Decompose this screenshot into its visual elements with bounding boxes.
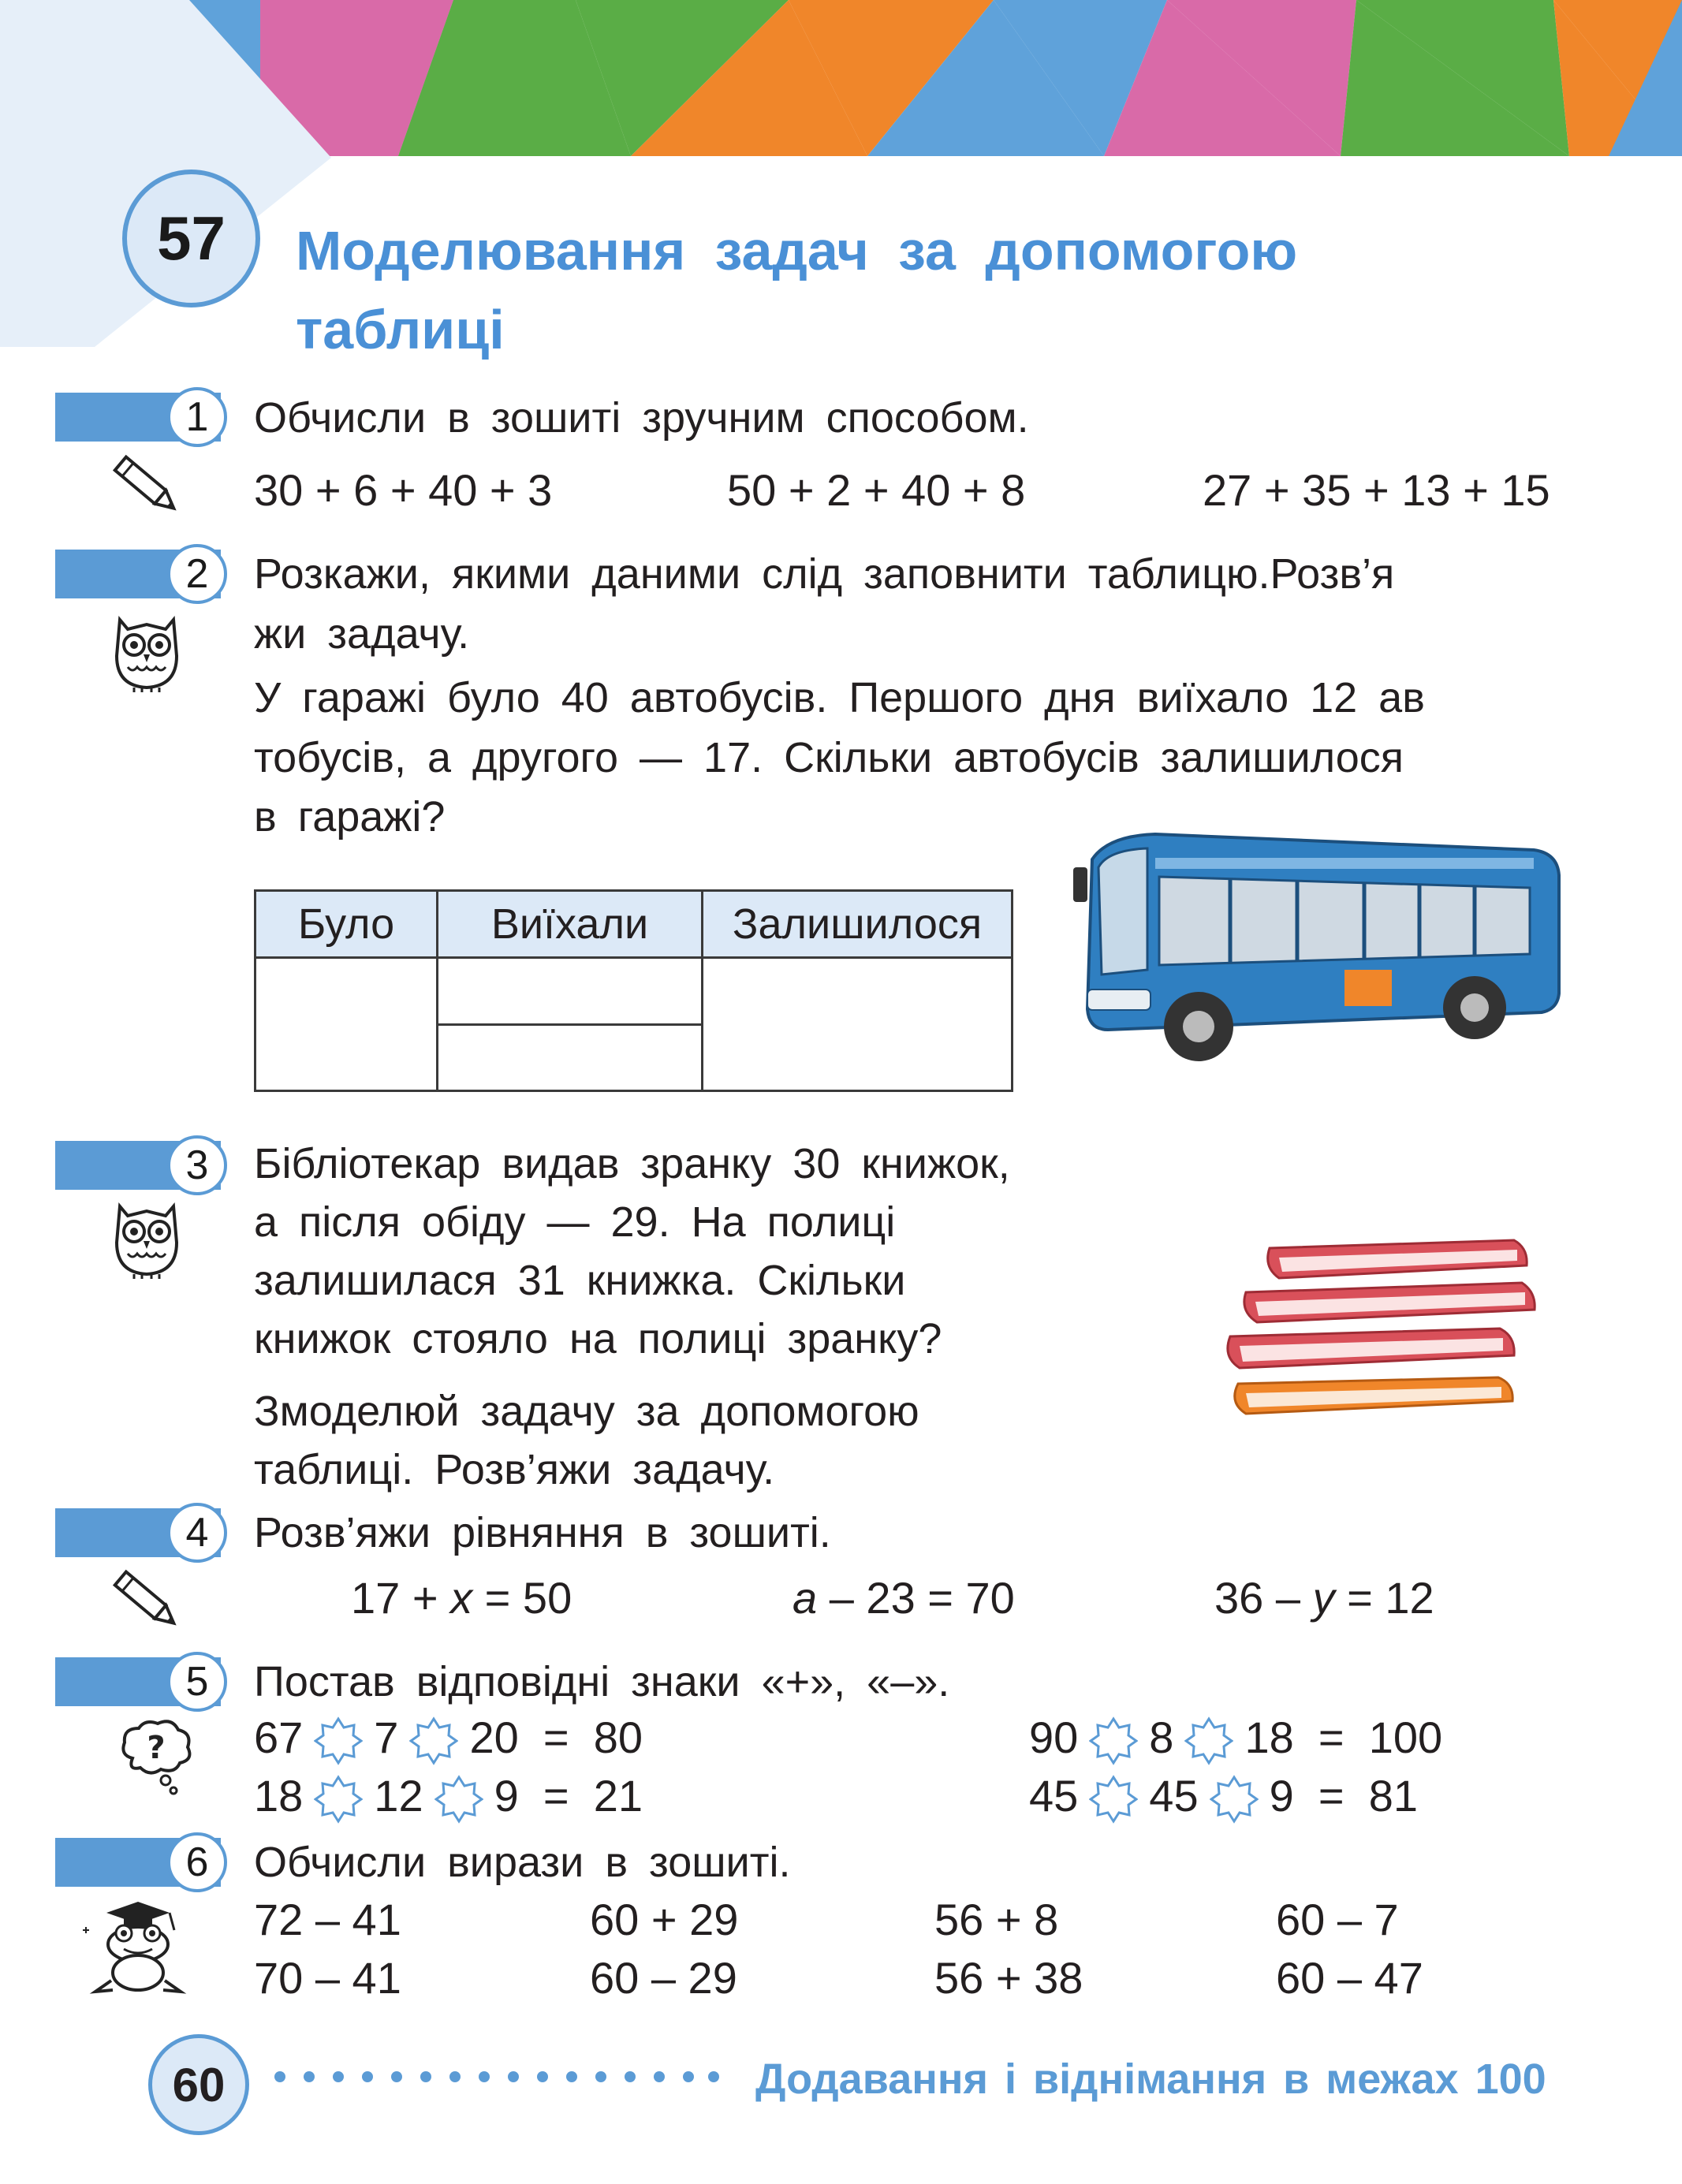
task-1-expression-2: 50 + 2 + 40 + 8 bbox=[727, 465, 1026, 515]
pencil-icon bbox=[106, 1563, 185, 1638]
row4-equals: = bbox=[1318, 1771, 1344, 1821]
task-5-number: 5 bbox=[167, 1652, 227, 1712]
table-header-zalyshylosia: Залишилося bbox=[703, 891, 1013, 958]
task-2-number: 2 bbox=[167, 544, 227, 604]
row4-result: 81 bbox=[1368, 1771, 1418, 1821]
eq2-right: – 23 = 70 bbox=[817, 1573, 1015, 1623]
row1-equals: = bbox=[543, 1713, 569, 1762]
sign-row-4 bbox=[1029, 1768, 1418, 1824]
row2-num2: 8 bbox=[1149, 1713, 1174, 1762]
bus-illustration bbox=[1061, 820, 1565, 1080]
task-6-expr-r1-c3: 56 + 8 bbox=[934, 1895, 1059, 1944]
footer-section-title: Додавання і віднімання в межах 100 bbox=[755, 2055, 1546, 2103]
owl-icon bbox=[110, 1195, 183, 1280]
bus-problem-table bbox=[254, 889, 1013, 1092]
table-header-bulo: Було bbox=[255, 891, 438, 958]
task-3-line4: книжок стояло на полиці зранку? bbox=[254, 1315, 942, 1362]
eq3-variable: y bbox=[1312, 1573, 1335, 1623]
row2-num3: 18 bbox=[1244, 1713, 1294, 1762]
table-header-viikhaly: Виїхали bbox=[438, 891, 703, 958]
task-6-number: 6 bbox=[167, 1832, 227, 1892]
task-3-model-line1: Змоделюй задачу за допомогою bbox=[254, 1388, 919, 1435]
row3-num1: 18 bbox=[254, 1771, 304, 1821]
task-1-number: 1 bbox=[167, 387, 227, 447]
eq3-right: = 12 bbox=[1334, 1573, 1434, 1623]
eq3-left: 36 – bbox=[1214, 1573, 1313, 1623]
sign-blank-star[interactable] bbox=[1184, 1716, 1233, 1765]
eq1-left: 17 + bbox=[351, 1573, 451, 1623]
row1-num1: 67 bbox=[254, 1713, 304, 1762]
sign-blank-star[interactable] bbox=[1089, 1775, 1138, 1824]
task-6-expr-r2-c2: 60 – 29 bbox=[590, 1953, 737, 2003]
task-3-number: 3 bbox=[167, 1135, 227, 1195]
sign-blank-star[interactable] bbox=[1089, 1716, 1138, 1765]
task-4-equation-3 bbox=[1214, 1571, 1434, 1626]
table-cell-bulo[interactable] bbox=[255, 958, 438, 1091]
row1-num3: 20 bbox=[469, 1713, 519, 1762]
task-6-expr-r2-c1: 70 – 41 bbox=[254, 1953, 401, 2003]
task-3-line1: Бібліотекар видав зранку 30 книжок, bbox=[254, 1140, 1010, 1187]
row3-equals: = bbox=[543, 1771, 569, 1821]
task-1-instruction: Обчисли в зошиті зручним способом. bbox=[254, 394, 1029, 442]
row1-num2: 7 bbox=[374, 1713, 399, 1762]
lesson-number: 57 bbox=[157, 203, 226, 273]
task-6-expr-r2-c3: 56 + 38 bbox=[934, 1953, 1083, 2003]
task-6-expr-r2-c4: 60 – 47 bbox=[1276, 1953, 1423, 2003]
task-6-expr-r1-c1: 72 – 41 bbox=[254, 1895, 401, 1944]
lesson-title bbox=[296, 211, 1636, 369]
sign-blank-star[interactable] bbox=[409, 1716, 458, 1765]
owl-icon bbox=[110, 609, 183, 694]
task-4-instruction: Розв’яжи рівняння в зошиті. bbox=[254, 1509, 831, 1556]
eq1-variable: x bbox=[450, 1573, 473, 1623]
row3-num3: 9 bbox=[494, 1771, 519, 1821]
footer-dotted-line bbox=[272, 2061, 722, 2093]
table-cell-day1[interactable] bbox=[438, 958, 703, 1025]
sign-blank-star[interactable] bbox=[434, 1775, 483, 1824]
sign-row-2 bbox=[1029, 1709, 1442, 1766]
task-2-instruction-line1: Розкажи, якими даними слід заповнити таблицю.Розв’я bbox=[254, 550, 1395, 598]
task-3-line2: а після обіду — 29. На полиці bbox=[254, 1198, 896, 1246]
task-6-instruction: Обчисли вирази в зошиті. bbox=[254, 1839, 791, 1886]
task-3-line3: залишилася 31 книжка. Скільки bbox=[254, 1257, 906, 1304]
pencil-icon bbox=[106, 448, 185, 523]
page-number: 60 bbox=[172, 2058, 226, 2111]
task-2-problem-line1: У гаражі було 40 автобусів. Першого дня виїхало 12 ав bbox=[254, 674, 1425, 721]
table-cell-day2[interactable] bbox=[438, 1024, 703, 1091]
lesson-number-badge bbox=[122, 170, 260, 307]
row2-equals: = bbox=[1318, 1713, 1344, 1762]
lesson-title-line2: таблиці bbox=[296, 299, 505, 360]
sign-blank-star[interactable] bbox=[1210, 1775, 1259, 1824]
row4-num1: 45 bbox=[1029, 1771, 1079, 1821]
svg-text:?: ? bbox=[147, 1730, 166, 1766]
page-number-badge bbox=[148, 2034, 249, 2135]
task-4-equation-1 bbox=[351, 1571, 572, 1626]
eq2-variable: a bbox=[793, 1573, 818, 1623]
row2-result: 100 bbox=[1368, 1713, 1443, 1762]
task-5-instruction: Постав відповідні знаки «+», «–». bbox=[254, 1658, 950, 1705]
sign-blank-star[interactable] bbox=[314, 1716, 363, 1765]
task-4-number: 4 bbox=[167, 1503, 227, 1563]
row3-num2: 12 bbox=[374, 1771, 423, 1821]
sign-row-1 bbox=[254, 1709, 643, 1766]
task-1-expression-1: 30 + 6 + 40 + 3 bbox=[254, 465, 553, 515]
row3-result: 21 bbox=[593, 1771, 643, 1821]
task-6-expr-r1-c4: 60 – 7 bbox=[1276, 1895, 1399, 1944]
sign-blank-star[interactable] bbox=[314, 1775, 363, 1824]
task-1-expression-3: 27 + 35 + 13 + 15 bbox=[1203, 465, 1550, 515]
task-4-equation-2 bbox=[793, 1571, 1015, 1626]
task-6-expr-r1-c2: 60 + 29 bbox=[590, 1895, 739, 1944]
task-2-instruction-line2: жи задачу. bbox=[254, 610, 470, 658]
lesson-title-line1: Моделювання задач за допомогою bbox=[296, 220, 1298, 281]
books-stack-illustration bbox=[1222, 1226, 1538, 1439]
task-2-problem-line3: в гаражі? bbox=[254, 793, 446, 840]
task-2-problem-line2: тобусів, а другого — 17. Скільки автобусів залишилося bbox=[254, 734, 1404, 781]
frog-graduate-icon bbox=[75, 1899, 193, 1997]
row4-num3: 9 bbox=[1269, 1771, 1294, 1821]
table-cell-zalyshylosia[interactable] bbox=[703, 958, 1013, 1091]
row1-result: 80 bbox=[593, 1713, 643, 1762]
row2-num1: 90 bbox=[1029, 1713, 1079, 1762]
row4-num2: 45 bbox=[1149, 1771, 1199, 1821]
sign-row-3 bbox=[254, 1768, 643, 1824]
eq1-right: = 50 bbox=[472, 1573, 572, 1623]
task-3-model-line2: таблиці. Розв’яжи задачу. bbox=[254, 1446, 775, 1493]
thought-bubble-question-icon bbox=[117, 1717, 196, 1796]
